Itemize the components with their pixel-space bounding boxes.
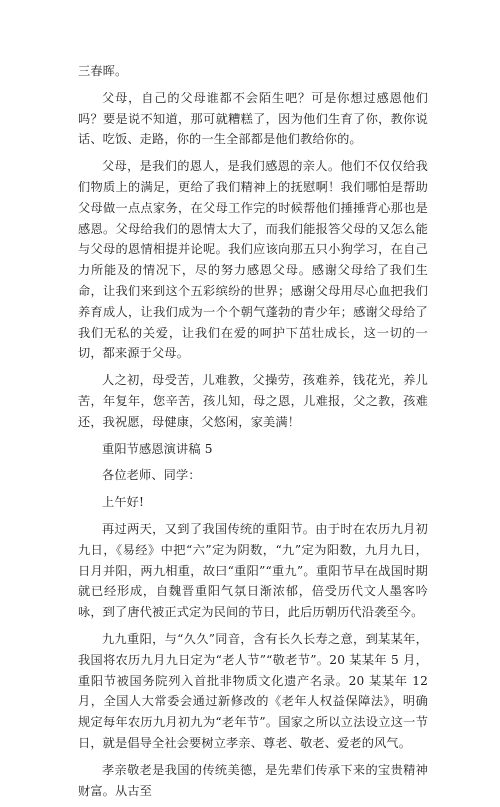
paragraph: 再过两天，又到了我国传统的重阳节。由于时在农历九月初九日，《易经》中把“六”定为阴数，“九”定为阳数，九月九日，日月并阳，两九相重，故曰“重阳”“重九”。重阳节早在战国时期就已经形成，自魏晋重阳气氛日渐浓郁，倍受历代文人墨客吟咏，到了唐代被正式定为民间的节日，此后历朝历代沿袭至今。 <box>78 521 428 620</box>
document-body <box>78 61 428 807</box>
paragraph: 孝亲敬老是我国的传统美德，是先辈们传承下来的宝贵精神财富。从古至 <box>78 762 428 798</box>
salutation: 各位老师、同学： <box>102 468 201 483</box>
paragraph: 父母，自己的父母谁都不会陌生吧？可是你想过感恩他们吗？要是说不知道，那可就糟糕了，因为他们生育了你，教你说话、吃饭、走路，你的一生全部都是他们教给你的。 <box>78 90 428 147</box>
greeting: 上午好! <box>102 495 145 510</box>
paragraph: 父母，是我们的恩人，是我们感恩的亲人。他们不仅仅给我们物质上的满足，更给了我们精神上的抚慰啊！我们哪怕是帮助父母做一点点家务，在父母工作完的时候帮他们捶捶背心那也是感恩。父母给我们的恩情太大了，而我们能报答父母的又怎么能与父母的恩情相提并论呢。我们应该向那五只小狗学习，在自己力所能及的情况下，尽的努力感恩父母。感谢父母给了我们生命，让我们来到这个五彩缤纷的世界；感谢父母用尽心血把我们养育成人，让我们成为一个个朝气蓬勃的青少年；感谢父母给了我们无私的关爱，让我们在爱的呵护下茁壮成长，这一切的一切，都来源于父母。 <box>78 159 428 361</box>
paragraph: 九九重阳，与“久久”同音，含有长久长寿之意，到某某年，我国将农历九月九日定为“老人节”“敬老节”。20 某某年 5 月，重阳节被国务院列入首批非物质文化遗产名录。20 某某年 12 月，全国人大常委会通过新修改的《老年人权益保障法》，明确规定每年农历九月初九为“老年节”。国家之所以立法设立这一节日，就是倡导全社会要树立孝亲、尊老、敬老、爱老的风气。 <box>78 631 428 750</box>
paragraph: 人之初，母受苦，儿难教，父操劳，孩难养，钱花光，养儿苦，年复年，您辛苦，孩儿知，母之恩，儿难报，父之教，孩难还，我祝愿，母健康，父悠闲，家美满！ <box>78 373 428 429</box>
section-heading: 重阳节感恩演讲稿 5 <box>102 441 213 456</box>
paragraph: 三春晖。 <box>78 64 128 78</box>
